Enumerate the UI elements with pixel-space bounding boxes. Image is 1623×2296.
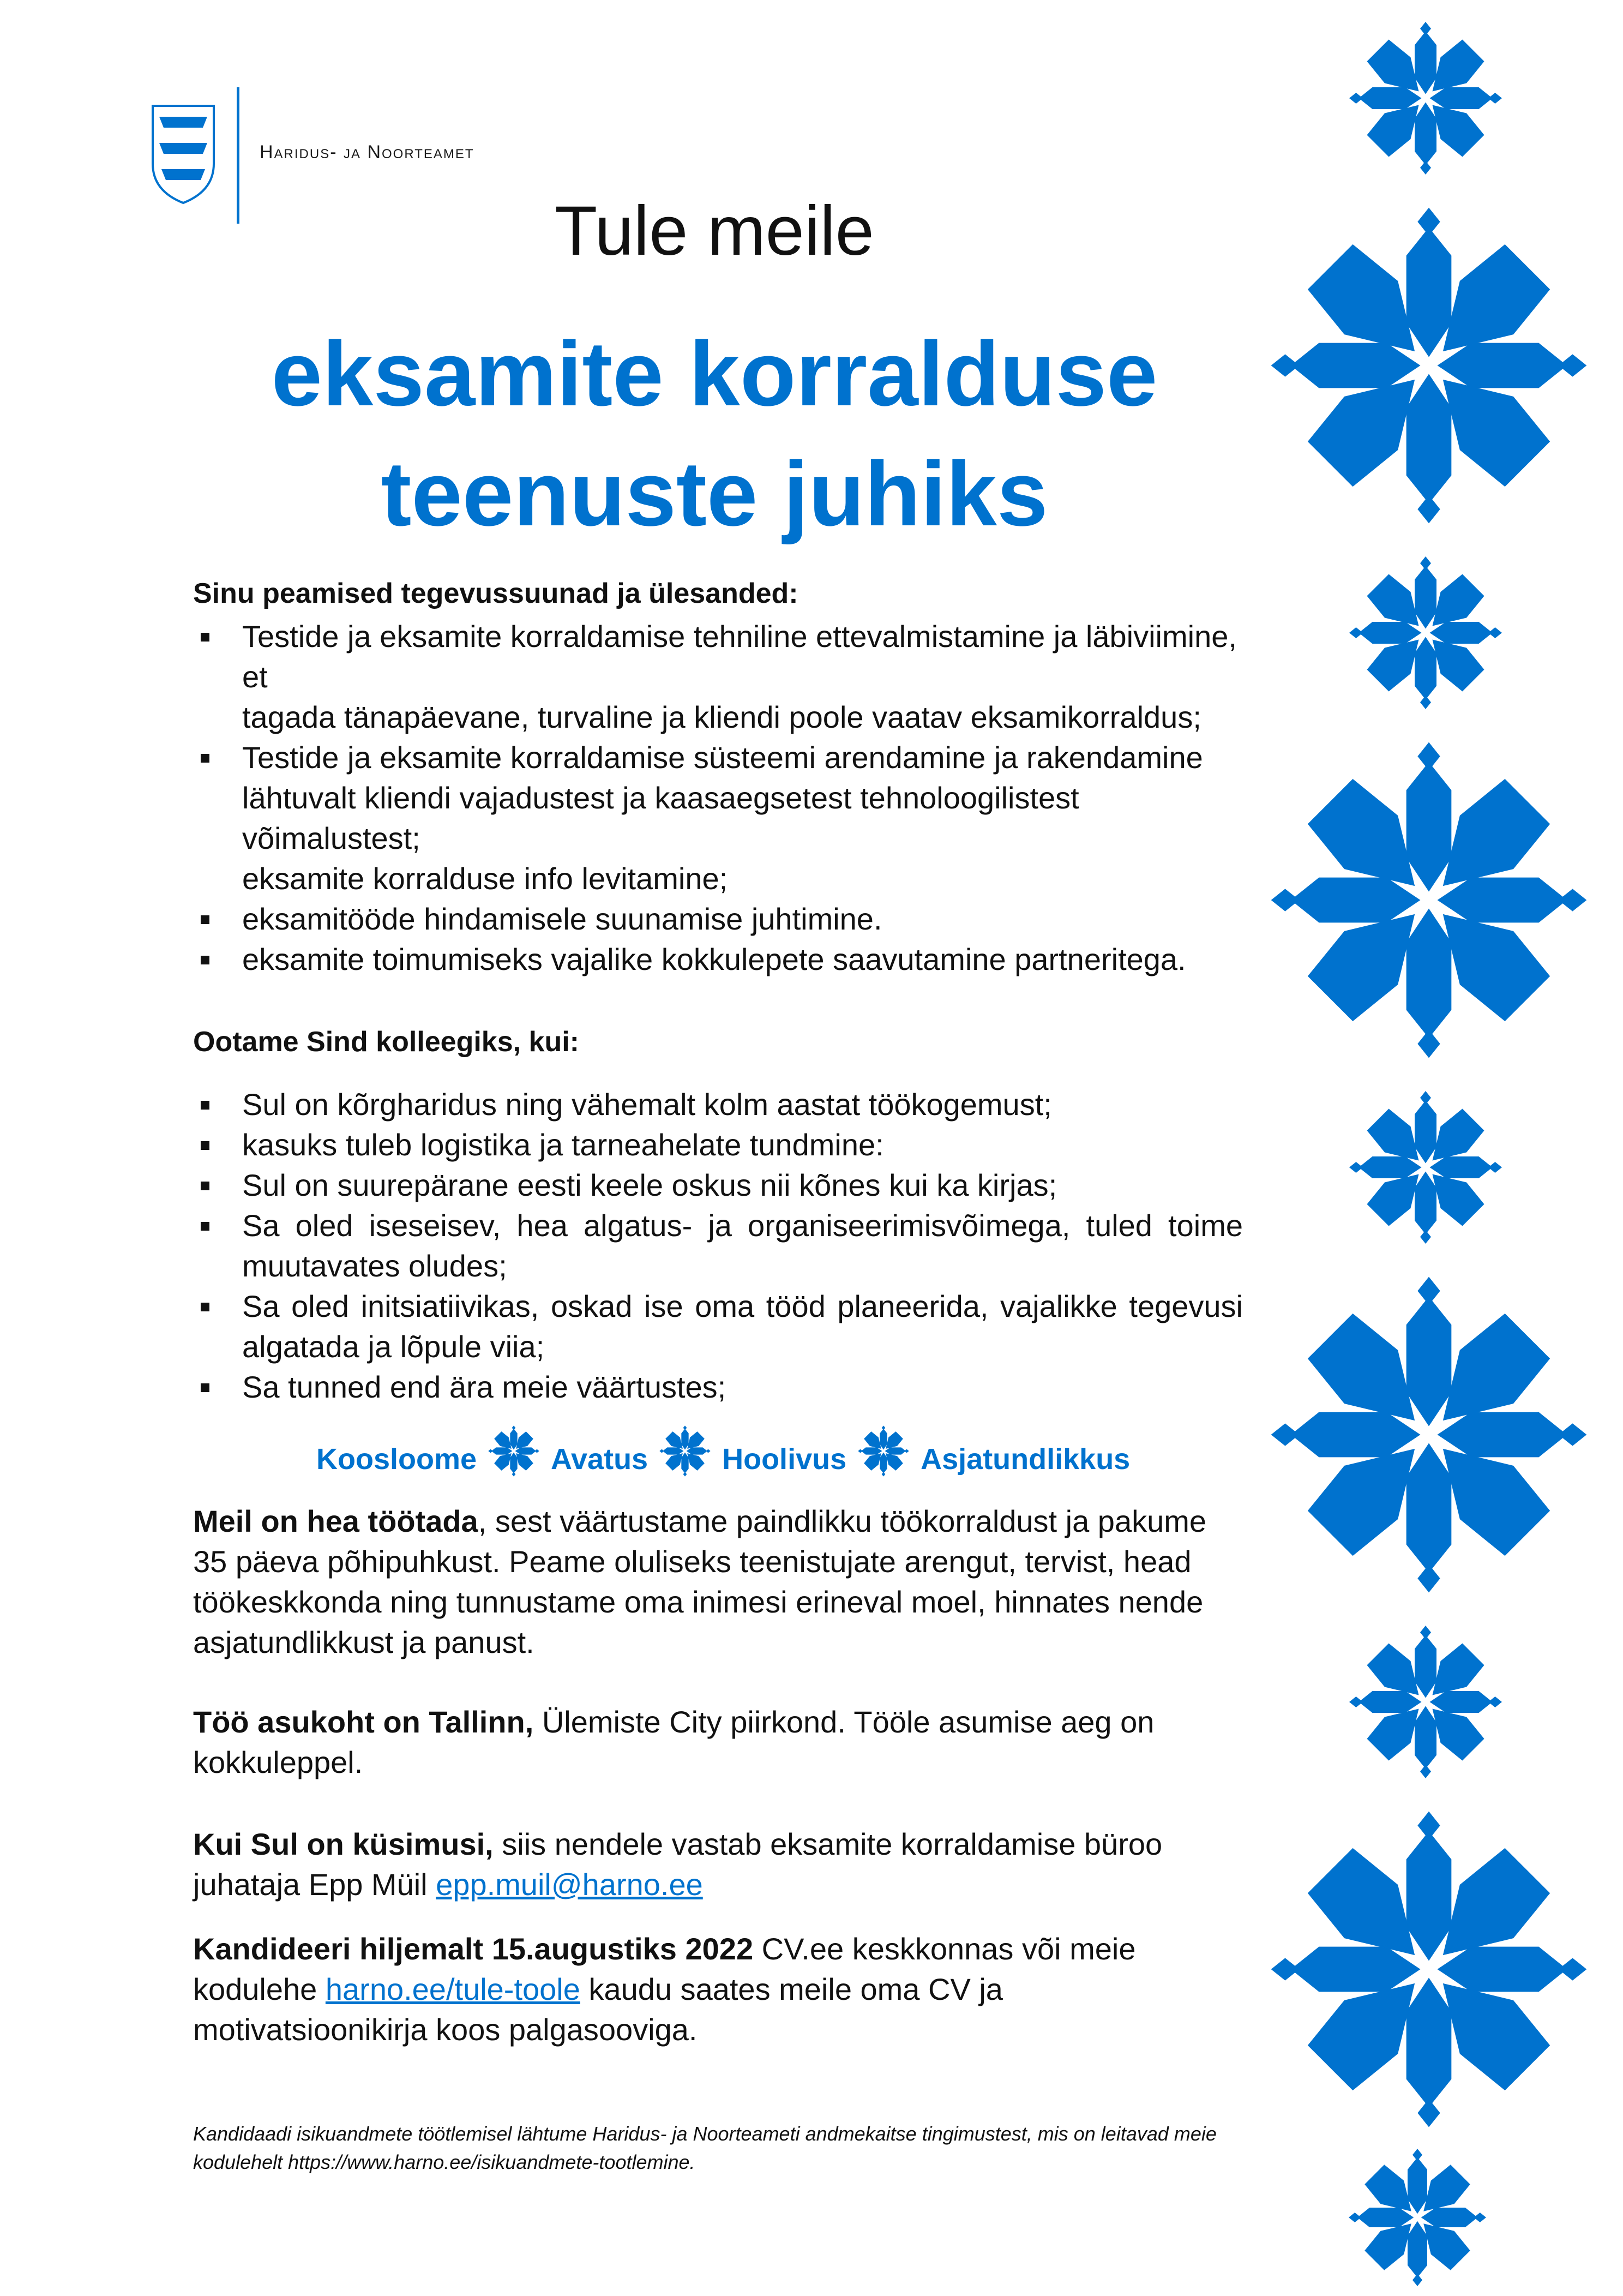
tasks-heading: Sinu peamised tegevussuunad ja ülesanded: [193, 578, 798, 609]
value-label: Avatus [551, 1443, 648, 1476]
snowflake-icon [1344, 1620, 1507, 1784]
value-label: Hoolivus [722, 1443, 847, 1476]
email-link[interactable]: epp.muil@harno.ee [436, 1867, 703, 1902]
offer-paragraph: Meil on hea töötada, sest väärtustame paindlikku töökorraldust ja pakume 35 päeva põhipuhkust. Peame oluliseks teenistujate arengut, tervist, head töökeskkonda ning tunnustame oma inimesi erineval moel, hinnates nende asjatundlikkust ja panust. [193, 1504, 1207, 1659]
snowflake-icon [1344, 1086, 1507, 1249]
snowflake-icon [486, 1424, 541, 1478]
list-item: Testide ja eksamite korraldamise tehniline ettevalmistamine ja läbiviimine, et tagada tänapäevane, turvaline ja kliendi poole vaatav eksamikorraldus; [193, 616, 1243, 738]
snowflake-icon [1344, 2144, 1491, 2291]
snowflake-icon [1260, 1266, 1598, 1604]
contact-paragraph: Kui Sul on küsimusi, siis nendele vastab eksamite korraldamise büroo juhataja Epp Müil epp.muil@harno.ee [193, 1827, 1163, 1902]
headline [164, 314, 1265, 554]
snowflake-icon [1344, 16, 1507, 180]
snowflake-icon [856, 1424, 911, 1478]
list-item: Sa tunned end ära meie väärtustes; [193, 1367, 1243, 1407]
value-label: Asjatundlikkus [921, 1443, 1131, 1476]
location-paragraph: Töö asukoht on Tallinn, Ülemiste City piirkond. Tööle asumise aeg on kokkuleppel. [193, 1705, 1155, 1779]
apply-paragraph: Kandideeri hiljemalt 15.augustiks 2022 CV.ee keskkonnas või meie kodulehe harno.ee/tule-toole kaudu saates meile oma CV ja motivatsioonikirja koos palgasooviga. [193, 1932, 1136, 2047]
headline-line-1: eksamite korralduse [271, 322, 1158, 425]
list-item: Testide ja eksamite korraldamise süsteemi arendamine ja rakendamine lähtuvalt kliendi vajadustest ja kaasaegsetest tehnoloogilistest võimalustest; eksamite korralduse info levitamine; [193, 738, 1243, 899]
snowflake-icon [658, 1424, 712, 1478]
snowflake-icon [1260, 731, 1598, 1069]
requirements-heading: Ootame Sind kolleegiks, kui: [193, 1026, 579, 1058]
list-item: Sa oled initsiatiivikas, oskad ise oma tööd planeerida, vajalikke tegevusi algatada ja lõpule viia; [193, 1286, 1243, 1367]
tasks-list [193, 616, 1243, 980]
org-name: Haridus- ja Noorteamet [260, 142, 474, 163]
list-item: kasuks tuleb logistika ja tarneahelate tundmine: [193, 1125, 1243, 1165]
coat-of-arms-icon [151, 104, 216, 205]
values-row [316, 1413, 1130, 1478]
value-label: Koosloome [316, 1443, 477, 1476]
list-item: Sa oled iseseisev, hea algatus- ja organiseerimisvõimega, tuled toime muutavates oludes; [193, 1206, 1243, 1286]
careers-link[interactable]: harno.ee/tule-toole [325, 1972, 580, 2006]
requirements-list [193, 1084, 1243, 1407]
snowflake-icon [1260, 196, 1598, 535]
kicker-title: Tule meile [555, 192, 874, 270]
list-item: Sul on kõrgharidus ning vähemalt kolm aastat töökogemust; [193, 1084, 1243, 1125]
privacy-footnote: Kandidaadi isikuandmete töötlemisel lähtume Haridus- ja Noorteameti andmekaitse tingimustest, mis on leitavad meie kodulehelt https://www.harno.ee/isikuandmete-tootlemine. [193, 2123, 1217, 2173]
list-item: eksamite toimumiseks vajalike kokkulepete saavutamine partneritega. [193, 939, 1243, 980]
snowflake-icon [1260, 1800, 1598, 2138]
list-item: Sul on suurepärane eesti keele oskus nii kõnes kui ka kirjas; [193, 1165, 1243, 1206]
list-item: eksamitööde hindamisele suunamise juhtimine. [193, 899, 1243, 939]
snowflake-icon [1344, 551, 1507, 715]
headline-line-2: teenuste juhiks [381, 442, 1048, 545]
